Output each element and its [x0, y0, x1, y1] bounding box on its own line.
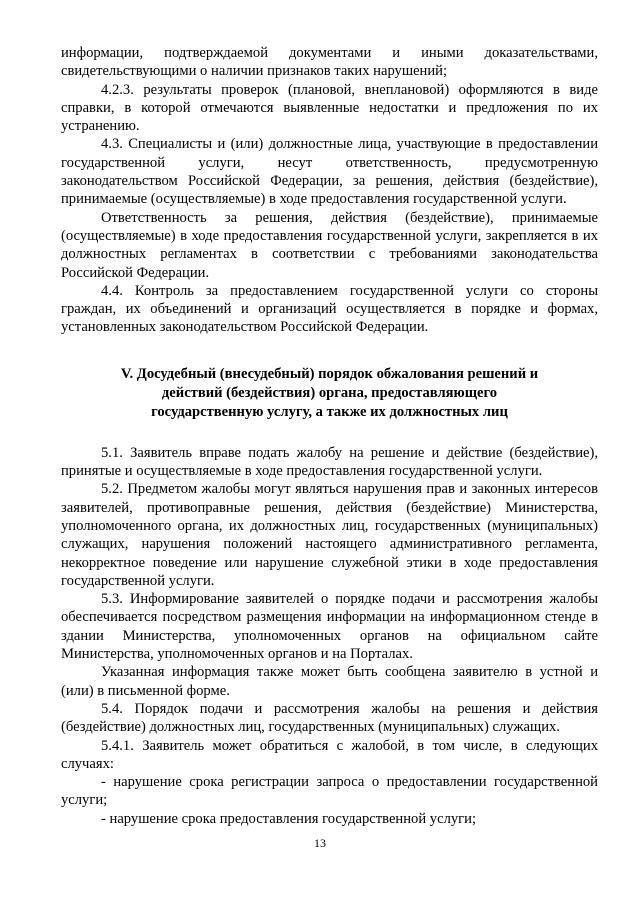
paragraph: - нарушение срока регистрации запроса о предоставлении государственной услуги; [61, 774, 598, 809]
paragraph: информации, подтверждаемой документами и иными доказательствами, свидетельствующими о наличии признаков таких нарушений; [61, 45, 598, 80]
paragraph: - нарушение срока предоставления государственной услуги; [101, 810, 477, 827]
section-title-line: V. Досудебный (внесудебный) порядок обжалования решений и [120, 365, 539, 382]
section-title-line: действий (бездействия) органа, предоставляющего [161, 384, 498, 401]
paragraph: 4.3. Специалисты и (или) должностные лица, участвующие в предоставлении государственной услуги, несут ответственность, предусмотренную законодательством Российской Федерации, за решения, действия (бездействие), принимаемые (осуществляемые) в ходе предоставления государственной услуги. [61, 136, 598, 208]
paragraph: 5.1. Заявитель вправе подать жалобу на решение и действие (бездействие), принятые и осуществляемые в ходе предоставления государственной услуги. [61, 444, 598, 480]
paragraph: 4.2.3. результаты проверок (плановой, внеплановой) оформляются в виде справки, в которой отмечаются выявленные недостатки и предложения по их устранению. [61, 81, 598, 135]
paragraphs-bottom [61, 444, 598, 828]
paragraph: 5.2. Предметом жалобы могут являться нарушения прав и законных интересов заявителей, противоправные решения, действия (бездействие) Министерства, уполномоченного органа, их должностных лиц, государственных (муниципальных) служащих, нарушения положений настоящего административного регламента, некорректное поведение или нарушение служебной этики в ходе предоставления государственной услуги. [61, 481, 598, 589]
paragraphs-top [61, 44, 598, 337]
paragraph: 4.4. Контроль за предоставлением государственной услуги со стороны граждан, их объединений и организаций осуществляется в порядке и формах, установленных законодательством Российской Федерации. [61, 282, 598, 336]
section-title-line: государственную услугу, а также их должностных лиц [151, 403, 508, 420]
paragraph: 5.4. Порядок подачи и рассмотрения жалобы на решения и действия (бездействие) должностных лиц, государственных (муниципальных) служащих. [61, 700, 598, 736]
paragraph: Ответственность за решения, действия (бездействие), принимаемые (осуществляемые) в ходе предоставления государственной услуги, закрепляется в их должностных регламентах в соответствии с требованиями законодательства Российской Федерации. [61, 209, 598, 281]
section-title [61, 365, 598, 422]
page-body [61, 44, 598, 828]
paragraph: 5.3. Информирование заявителей о порядке подачи и рассмотрения жалобы обеспечивается посредством размещения информации на информационном стенде в здании Министерства, уполномоченных органов на официальном сайте Министерства, уполномоченных органов и на Порталах. [61, 591, 598, 663]
paragraph: 5.4.1. Заявитель может обратиться с жалобой, в том числе, в следующих случаях: [61, 737, 598, 772]
page-number: 13 [314, 836, 326, 850]
paragraph: Указанная информация также может быть сообщена заявителю в устной и (или) в письменной форме. [61, 664, 598, 699]
